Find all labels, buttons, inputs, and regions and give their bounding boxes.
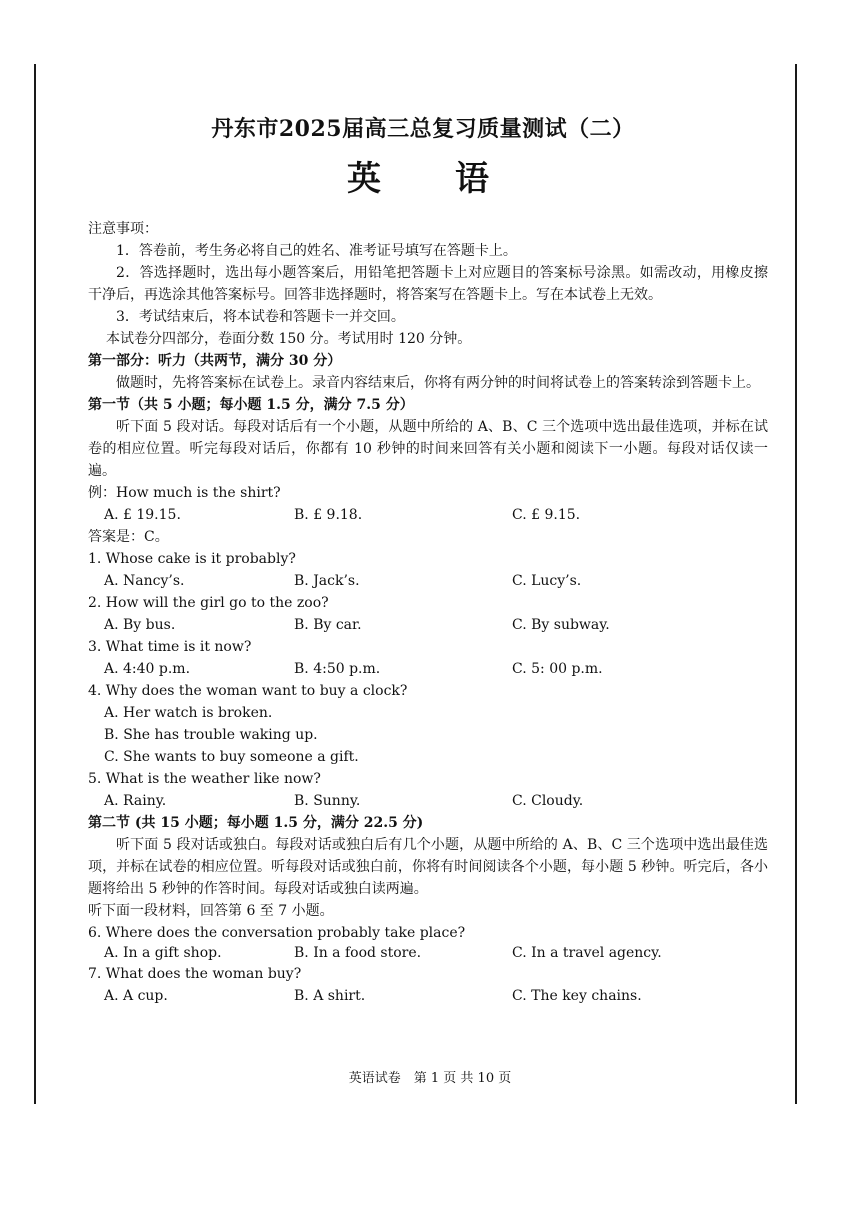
option-a: A. Rainy.	[104, 793, 167, 809]
exam-page	[88, 112, 768, 1007]
option-b: B. Jack’s.	[294, 573, 360, 589]
section1-intro: 听下面 5 段对话。每段对话后有一个小题，从题中所给的 A、B、C 三个选项中选出最佳选项，并标在试卷的相应位置。听完每段对话后，你都有 10 秒钟的时间来回答有关小题和阅读下一小题。每段对话仅读一遍。	[88, 419, 768, 479]
option-c: C. In a travel agency.	[512, 945, 662, 961]
option-c: C. She wants to buy someone a gift.	[104, 749, 359, 765]
option-a: A. 4:40 p.m.	[104, 661, 191, 677]
notice-heading: 注意事项：	[88, 221, 158, 237]
notice-item-3: 3．考试结束后，将本试卷和答题卡一并交回。	[116, 309, 405, 325]
option-a: A. A cup.	[104, 988, 168, 1004]
question-1-options	[88, 570, 768, 592]
example-options	[88, 504, 768, 526]
section2-intro: 听下面 5 段对话或独白。每段对话或独白后有几个小题，从题中所给的 A、B、C 三个选项中选出最佳选项，并标在试卷的相应位置。听每段对话或独白前，你将有时间阅读各个小题，每小题 5 秒钟。听完后，各小题将给出 5 秒钟的作答时间。每段对话或独白读两遍。	[88, 837, 768, 897]
option-b: B. In a food store.	[294, 945, 422, 961]
option-c: C. By subway.	[512, 617, 610, 633]
question-3-options	[88, 658, 768, 680]
option-a: A. Her watch is broken.	[104, 705, 273, 721]
option-c: C. Lucy’s.	[512, 573, 582, 589]
exam-title: 丹东市2025届高三总复习质量测试（二）	[211, 116, 635, 142]
option-a: A. By bus.	[104, 617, 176, 633]
left-margin-rule	[34, 64, 36, 1104]
option-c: C. 5: 00 p.m.	[512, 661, 603, 677]
notice-item-2: 2．答选择题时，选出每小题答案后，用铅笔把答题卡上对应题目的答案标号涂黑。如需改动，用橡皮擦干净后，再选涂其他答案标号。回答非选择题时，将答案写在答题卡上。写在本试卷上无效。	[88, 265, 768, 303]
notice-summary: 本试卷分四部分，卷面分数 150 分。考试用时 120 分钟。	[106, 331, 472, 347]
example-answer: 答案是：C。	[88, 529, 169, 545]
part1-heading: 第一部分：听力（共两节，满分 30 分）	[88, 353, 342, 369]
option-c: C. £ 9.15.	[512, 507, 581, 523]
option-a: A. In a gift shop.	[104, 945, 222, 961]
question-7: 7. What does the woman buy?	[88, 966, 302, 982]
option-b: B. £ 9.18.	[294, 507, 363, 523]
option-a: A. Nancy’s.	[104, 573, 185, 589]
example-question: 例：How much is the shirt?	[88, 485, 281, 501]
part1-intro: 做题时，先将答案标在试卷上。录音内容结束后，你将有两分钟的时间将试卷上的答案转涂到答题卡上。	[116, 375, 760, 391]
option-b: B. Sunny.	[294, 793, 361, 809]
question-7-options	[88, 985, 768, 1007]
question-6-options	[88, 944, 768, 963]
question-2: 2. How will the girl go to the zoo?	[88, 595, 329, 611]
question-5-options	[88, 790, 768, 812]
question-3: 3. What time is it now?	[88, 639, 252, 655]
question-1: 1. Whose cake is it probably?	[88, 551, 296, 567]
option-c: C. The key chains.	[512, 988, 642, 1004]
notice-item-1: 1．答卷前，考生务必将自己的姓名、准考证号填写在答题卡上。	[116, 243, 517, 259]
option-a: A. £ 19.15.	[104, 507, 181, 523]
right-margin-rule	[795, 64, 797, 1104]
option-b: B. She has trouble waking up.	[104, 727, 318, 743]
question-5: 5. What is the weather like now?	[88, 771, 321, 787]
subject-title: 英 语	[347, 159, 509, 199]
question-6: 6. Where does the conversation probably take place?	[88, 925, 466, 941]
section2-heading: 第二节 (共 15 小题；每小题 1.5 分，满分 22.5 分)	[88, 815, 424, 831]
question-4: 4. Why does the woman want to buy a clock?	[88, 683, 408, 699]
option-b: B. By car.	[294, 617, 362, 633]
option-c: C. Cloudy.	[512, 793, 584, 809]
section1-heading: 第一节（共 5 小题；每小题 1.5 分，满分 7.5 分）	[88, 397, 414, 413]
option-b: B. 4:50 p.m.	[294, 661, 381, 677]
section2-material: 听下面一段材料，回答第 6 至 7 小题。	[88, 903, 334, 919]
question-2-options	[88, 614, 768, 636]
option-b: B. A shirt.	[294, 988, 366, 1004]
page-footer: 英语试卷 第 1 页 共 10 页	[348, 1071, 512, 1086]
